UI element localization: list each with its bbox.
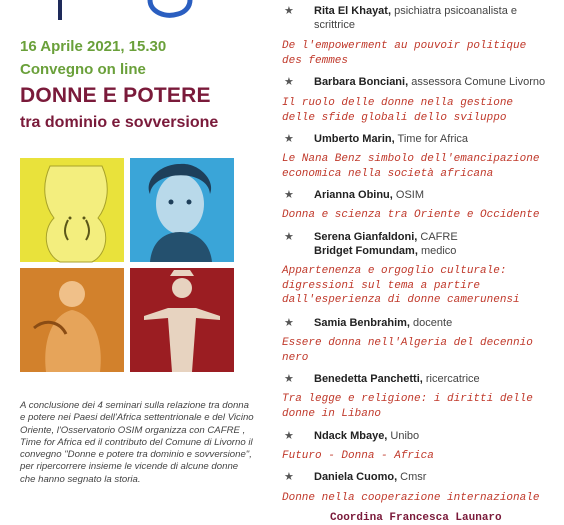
program-item [282,429,564,443]
speaker-role: OSIM [392,189,425,201]
talk-title: Futuro - Donna - Africa [282,450,434,462]
program-item [282,75,564,89]
star-bullet-icon: ★ [284,317,294,329]
star-bullet-icon: ★ [284,76,294,88]
program-item [282,230,564,258]
speaker-role: Unibo [387,430,420,442]
program-item [282,132,564,146]
talk-title: Tra legge e religione: i diritti delle donne in Libano [282,393,533,420]
talk-title: Donne nella cooperazione internazionale [282,492,540,504]
speaker-name: Bridget Fomundam, [314,245,418,257]
speaker-role: Cmsr [397,471,427,483]
event-date: 16 Aprile 2021, 15.30 [20,38,167,55]
event-title: DONNE E POTERE [20,84,211,107]
speaker-role: ricercatrice [422,373,480,385]
program-item [282,372,564,386]
program-item [282,316,564,330]
star-bullet-icon: ★ [284,471,294,483]
talk-title: Le Nana Benz simbolo dell'emancipazione economica nella società africana [282,153,540,180]
star-bullet-icon: ★ [284,133,294,145]
star-bullet-icon: ★ [284,231,294,243]
speaker-name: Samia Benbrahim, [314,317,410,329]
program-item [282,4,564,32]
speaker-name: Barbara Bonciani, [314,76,409,88]
speaker-role: medico [417,245,457,257]
moderator-line: Coordina Francesca Launaro [330,512,502,524]
talk-title: Donna e scienza tra Oriente e Occidente [282,209,540,221]
star-bullet-icon: ★ [284,430,294,442]
talk-title: Essere donna nell'Algeria del decennio nero [282,337,533,364]
event-subtitle: tra dominio e sovversione [20,114,219,131]
speaker-name: Rita El Khayat, [314,5,392,17]
speaker-role: assessora Comune Livorno [408,76,546,88]
program-item [282,470,564,484]
logo [0,0,200,22]
speaker-name: Arianna Obinu, [314,189,393,201]
speaker-role: psichiatra psicoanalista e [391,5,517,17]
star-bullet-icon: ★ [284,373,294,385]
talk-title: Il ruolo delle donne nella gestione delle sfide globali dello sviluppo [282,97,514,124]
speaker-role: docente [409,317,453,329]
event-description: A conclusione dei 4 seminari sulla relazione tra donna e potere nei Paesi dell'Africa settentrionale e del Vicino Oriente, l'Osservatorio OSIM organizza con CAFRE , Time for Africa ed il contributo del Comune di Livorno il convegno "Donne e potere tra dominio e sovversione", per ripercorrere insieme le vicende di alcune donne che hanno segnato la storia. [20,400,254,485]
talk-title: De l'empowerment au pouvoir politique des femmes [282,40,527,67]
program-item [282,188,564,202]
speaker-name: Benedetta Panchetti, [314,373,423,385]
speaker-name: Umberto Marin, [314,133,395,145]
talk-title: Appartenenza e orgoglio culturale: digressioni sul tema a partire dall'esperienza di donne camerunensi [282,265,520,306]
speaker-role: scrittrice [314,19,355,31]
event-format: Convegno on line [20,61,146,78]
star-bullet-icon: ★ [284,189,294,201]
speaker-name: Ndack Mbaye, [314,430,388,442]
poster-artwork [20,158,234,372]
speaker-role: CAFRE [417,231,458,243]
speaker-name: Daniela Cuomo, [314,471,398,483]
star-bullet-icon: ★ [284,5,294,17]
speaker-name: Serena Gianfaldoni, [314,231,418,243]
speaker-role: Time for Africa [394,133,469,145]
